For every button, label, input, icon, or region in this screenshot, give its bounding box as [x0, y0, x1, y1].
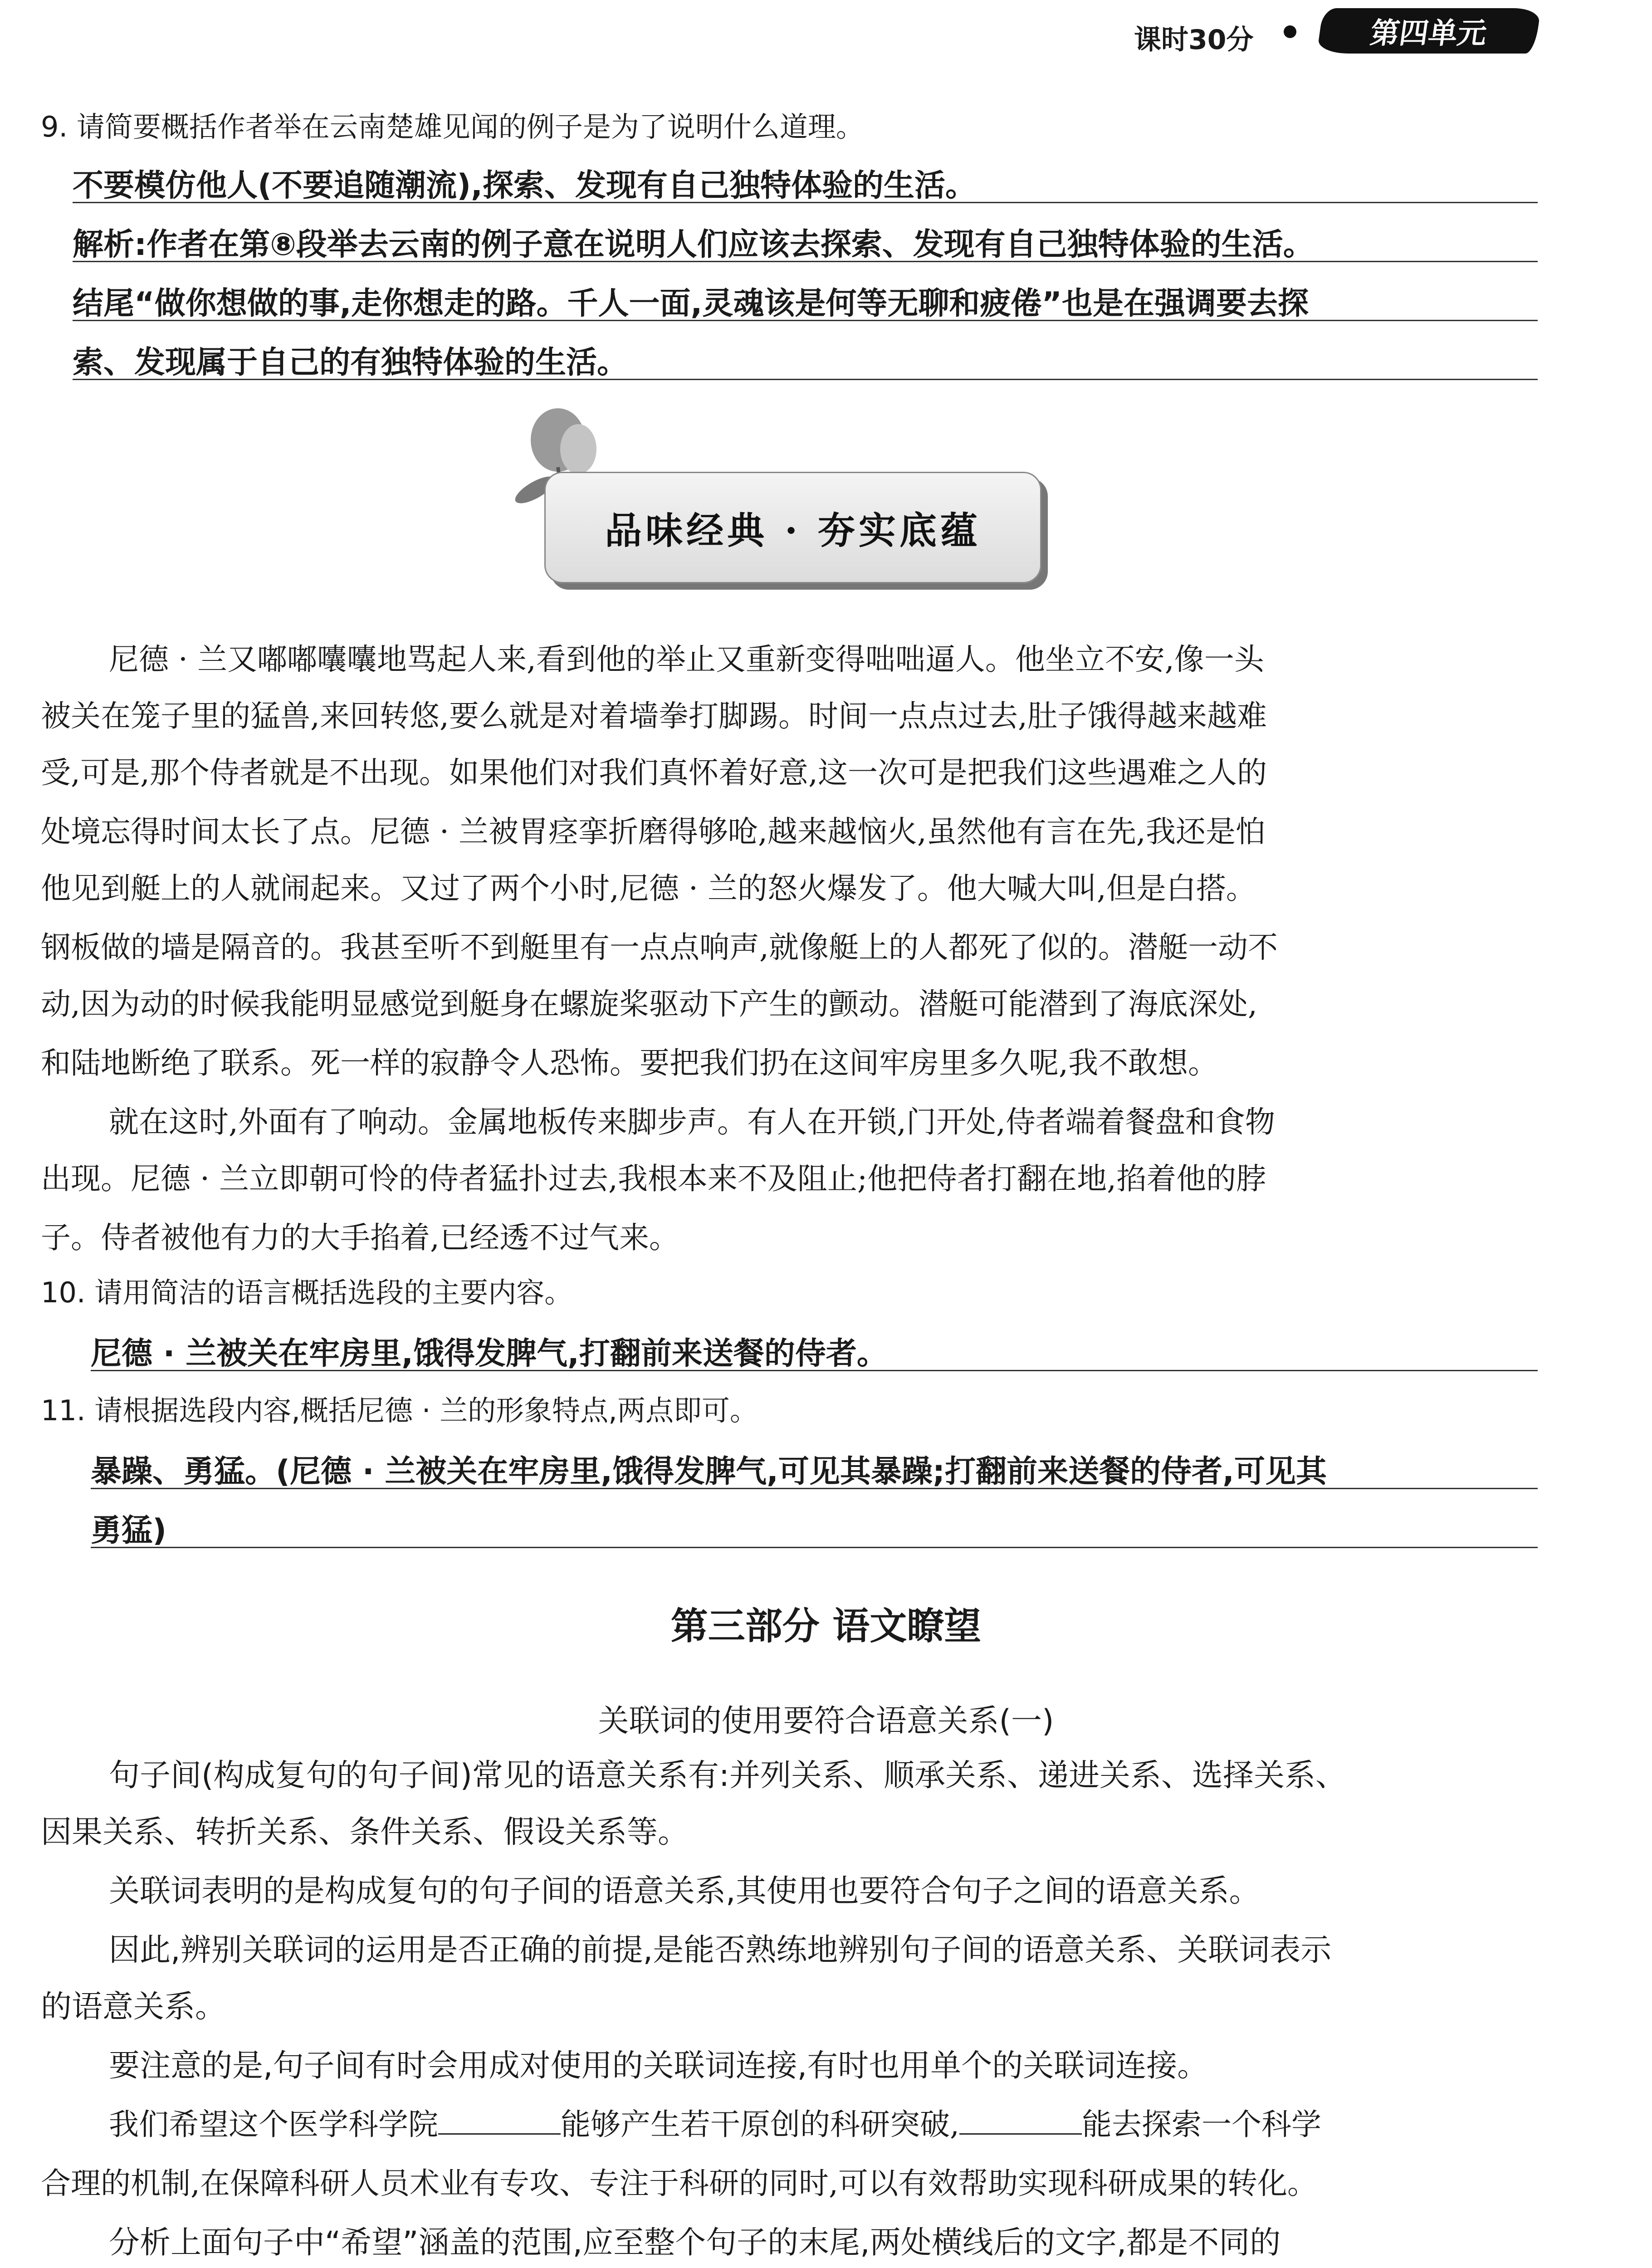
- answer-line: [91, 1488, 1538, 1489]
- passage-line: 就在这时,外面有了响动。金属地板传来脚步声。有人在开锁,门开处,侍者端着餐盘和食物: [109, 1105, 1275, 1139]
- part3-line: 关联词表明的是构成复句的句子间的语意关系,其使用也要符合句子之间的语意关系。: [109, 1873, 1260, 1909]
- answer-line: [73, 261, 1538, 262]
- section-banner-title: 品味经典 · 夯实底蕴: [605, 508, 981, 552]
- answer-line: [73, 320, 1538, 321]
- answer-9: 不要模仿他人(不要追随潮流),探索、发现有自己独特体验的生活。: [73, 168, 976, 204]
- part3-line: 要注意的是,句子间有时会用成对使用的关联词连接,有时也用单个的关联词连接。: [109, 2048, 1208, 2084]
- answer-line: [91, 1547, 1538, 1548]
- passage-line: 处境忘得时间太长了点。尼德 · 兰被胃痉挛折磨得够呛,越来越恼火,虽然他有言在先,我还是怕: [41, 814, 1266, 849]
- section-banner: [544, 472, 1041, 583]
- passage-line: 受,可是,那个侍者就是不出现。如果他们对我们真怀着好意,这一次可是把我们这些遇难之人的: [41, 755, 1267, 790]
- passage-line: 动,因为动的时候我能明显感觉到艇身在螺旋桨驱动下产生的颤动。潜艇可能潜到了海底深处,: [41, 987, 1257, 1022]
- answer-10: 尼德 · 兰被关在牢房里,饿得发脾气,打翻前来送餐的侍者。: [91, 1336, 888, 1372]
- part3-title: 第三部分 语文瞭望: [670, 1605, 982, 1648]
- answer-line: [73, 379, 1538, 380]
- example-part-c: 能去探索一个科学: [1081, 2107, 1321, 2142]
- part3-line: 的语意关系。: [41, 1989, 226, 2025]
- fill-blank-2[interactable]: [959, 2106, 1082, 2135]
- answer-line: [91, 1370, 1538, 1371]
- part3-last-line: 分析上面句子中“希望”涵盖的范围,应至整个句子的末尾,两处横线后的文字,都是不同的: [109, 2225, 1281, 2261]
- topic-title: 关联词的使用要符合语意关系(一): [598, 1703, 1054, 1739]
- example-part-b: 能够产生若干原创的科研突破,: [561, 2107, 959, 2142]
- passage-line: 出现。尼德 · 兰立即朝可怜的侍者猛扑过去,我根本来不及阻止;他把侍者打翻在地,掐着他的脖: [41, 1161, 1266, 1196]
- header-unit-badge: 第四单元: [1317, 8, 1541, 54]
- part3-line: 句子间(构成复句的句子间)常见的语意关系有:并列关系、顺承关系、递进关系、选择关系、: [109, 1758, 1346, 1794]
- header-dot-icon: [1284, 25, 1296, 38]
- passage-line: 被关在笼子里的猛兽,来回转悠,要么就是对着墙拳打脚踢。时间一点点过去,肚子饿得越来越难: [41, 699, 1267, 733]
- question-11: 11. 请根据选段内容,概括尼德 · 兰的形象特点,两点即可。: [41, 1394, 758, 1427]
- example-sentence-line-1: [109, 2100, 1321, 2143]
- passage-line: 子。侍者被他有力的大手掐着,已经透不过气来。: [41, 1220, 679, 1255]
- analysis-9-line-3: 索、发现属于自己的有独特体验的生活。: [73, 345, 628, 381]
- answer-11-line-2: 勇猛): [91, 1513, 167, 1549]
- passage-line: 他见到艇上的人就闹起来。又过了两个小时,尼德 · 兰的怒火爆发了。他大喊大叫,但是白搭。: [41, 871, 1256, 906]
- question-9: 9. 请简要概括作者举在云南楚雄见闻的例子是为了说明什么道理。: [41, 110, 864, 143]
- analysis-9-line-2: 结尾“做你想做的事,走你想走的路。千人一面,灵魂该是何等无聊和疲倦”也是在强调要去探: [73, 286, 1309, 322]
- question-10: 10. 请用简洁的语言概括选段的主要内容。: [41, 1276, 573, 1309]
- fill-blank-1[interactable]: [438, 2106, 561, 2135]
- part3-line: 因此,辨别关联词的运用是否正确的前提,是能否熟练地辨别句子间的语意关系、关联词表示: [109, 1932, 1332, 1968]
- header-course-label: 课时30分: [1134, 24, 1254, 56]
- example-part-a: 我们希望这个医学科学院: [109, 2107, 438, 2142]
- passage-line: 尼德 · 兰又嘟嘟囔囔地骂起人来,看到他的举止又重新变得咄咄逼人。他坐立不安,像一头: [109, 642, 1264, 677]
- passage-line: 和陆地断绝了联系。死一样的寂静令人恐怖。要把我们扔在这间牢房里多久呢,我不敢想。: [41, 1046, 1218, 1080]
- passage-line: 钢板做的墙是隔音的。我甚至听不到艇里有一点点响声,就像艇上的人都死了似的。潜艇一动不: [41, 930, 1278, 965]
- answer-line: [73, 202, 1538, 203]
- part3-line: 因果关系、转折关系、条件关系、假设关系等。: [41, 1814, 689, 1850]
- example-sentence-line-2: 合理的机制,在保障科研人员术业有专攻、专注于科研的同时,可以有效帮助实现科研成果的转化。: [41, 2166, 1317, 2201]
- analysis-9-line-1: 解析:作者在第⑧段举去云南的例子意在说明人们应该去探索、发现有自己独特体验的生活。: [73, 227, 1314, 263]
- answer-11-line-1: 暴躁、勇猛。(尼德 · 兰被关在牢房里,饿得发脾气,可见其暴躁;打翻前来送餐的侍者,可见其: [91, 1454, 1327, 1490]
